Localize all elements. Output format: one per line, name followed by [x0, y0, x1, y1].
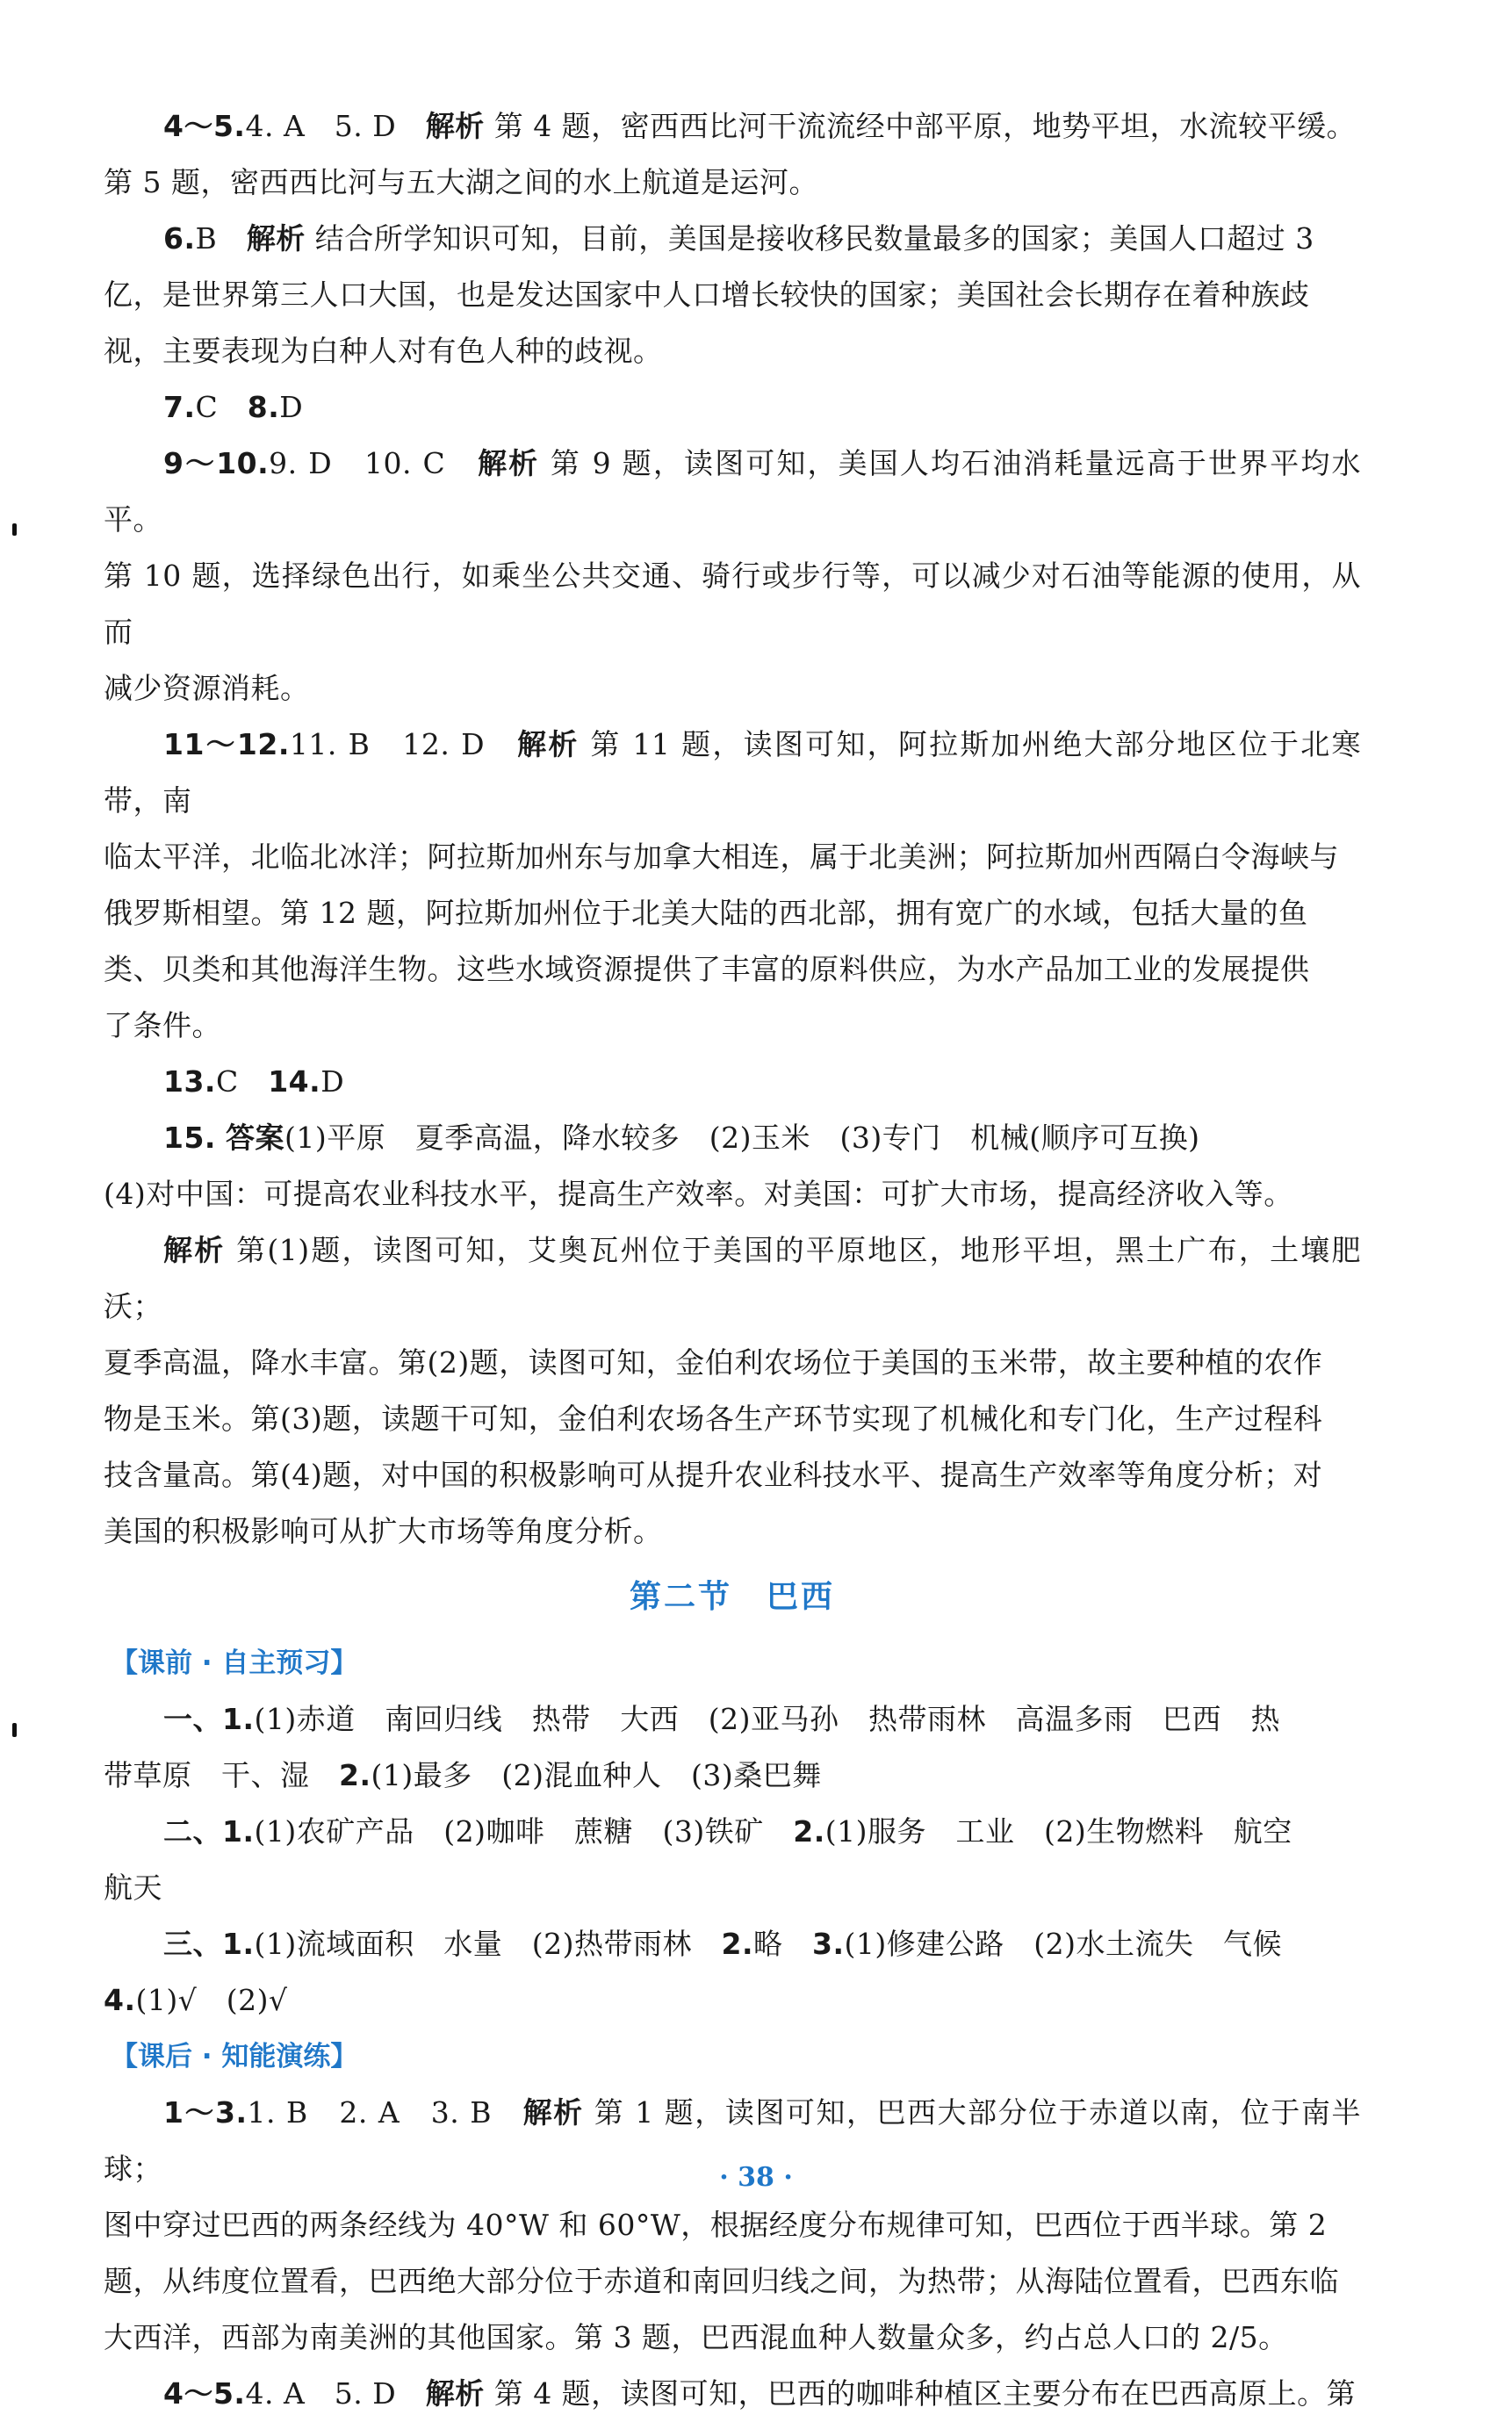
q4-5-answer-cont: 第 5 题，密西西比河与五大湖之间的水上航道是运河。: [104, 165, 818, 199]
margin-mark: [12, 523, 17, 536]
analysis-label: 解析: [425, 2376, 485, 2411]
practice-tag: 【课后 · 知能演练】: [111, 2041, 358, 2072]
preview-tag: 【课前 · 自主预习】: [111, 1647, 358, 1679]
question-number: 一、1.: [163, 1702, 255, 1736]
analysis-label: 解析: [478, 446, 540, 480]
question-number: 4～5.: [163, 2376, 246, 2411]
q15-analysis: 解析 第(1)题，读图可知，艾奥瓦州位于美国的平原地区，地形平坦，黑土广布，土壤肥沃；: [104, 1233, 1362, 1323]
q9-10-answer: 9～10.9. D 10. C 解析 第 9 题，读图可知，美国人均石油消耗量远高于世界平均水平。: [104, 446, 1362, 537]
question-number: 13.: [163, 1064, 216, 1099]
practice-q4-5: 4～5.4. A 5. D 解析 第 4 题，读图可知，巴西的咖啡种植区主要分布在巴西高原上。第: [163, 2376, 1357, 2411]
question-number: 3.: [812, 1927, 845, 1961]
answer-label: 答案: [225, 1121, 284, 1155]
question-number: 4.: [104, 1983, 136, 2017]
analysis-label: 解析: [425, 109, 485, 143]
question-number: 1～3.: [163, 2095, 248, 2130]
question-number: 9～10.: [163, 446, 270, 480]
question-number: 二、1.: [163, 1814, 255, 1849]
preview-part-3: 三、1.(1)流域面积 水量 (2)热带雨林 2.略 3.(1)修建公路 (2)水土流失 气候: [163, 1927, 1282, 1961]
answer-content: 4～5.4. A 5. D 解析 第 4 题，密西西比河干流流经中部平原，地势平坦，水流较平缓。 第 5 题，密西西比河与五大湖之间的水上航道是运河。 6.B 解析 结合所学知识可知，目前，美国是接收移民数量最多的国家；美国人口超过 3 亿，是世界第三人口大国，也是发达国家中人口增长较快的国家；美国社会长期存在着种族歧 视，主要表现为白种人对有色人种的歧视。 7.C 8.D 9～10.9. D 10. C 解析 第 9 题，读图可知，美国人均石油消耗量远高于世界平均水平。 第 10 题，选择绿色出行，如乘坐公共交通、骑行或步行等，可以减少对石油等能源的使用，从而 减少资源消耗。 11～12.11. B 12. D 解析 第 11 题，读图可知，阿拉斯加州绝大部分地区位于北寒带，南 临太平洋，北临北冰洋；阿拉斯加州东与加拿大相连，属于北美洲；阿拉斯加州西隔白令海峡与 俄罗斯相望。第 12 题，阿拉斯加州位于北美大陆的西北部，拥有宽广的水域，包括大量的鱼 类、贝类和其他海洋生物。这些水域资源提供了丰富的原料供应，为水产品加工业的发展提供 了条件。 13.C 14.D 15. 答案(1)平原 夏季高温，降水较多 (2)玉米 (3)专门 机械(顺序可互换) (4)对中国：可提高农业科技水平，提高生产效率。对美国：可扩大市场，提高经济收入等。 解析 第(1)题，读图可知，艾奥瓦州位于美国的平原地区，地形平坦，黑土广布，土壤肥沃； 夏季高温，降水丰富。第(2)题，读图可知，金伯利农场位于美国的玉米带，故主要种植的农作 物是玉米。第(3)题，读题干可知，金伯利农场各生产环节实现了机械化和专门化，生产过程科 技含量高。第(4)题，对中国的积极影响可从提升农业科技水平、提高生产效率等角度分析；对 美国的积极影响可从扩大市场等角度分析。 第二节 巴西 【课前 · 自主预习】 一、1.(1)赤道 南回归线 热带 大西 (2)亚马孙 热带雨林 高温多雨 巴西 热 带草原 干、湿 2.(1)最多 (2)混血种人 (3)桑巴舞 二、1.(1)农矿产品 (2)咖啡 蔗糖 (3)铁矿 2.(1)服务 工业 (2)生物燃料 航空 航天 三、1.(1)流域面积 水量 (2)热带雨林 2.略 3.(1)修建公路 (2)水土流失 气候 4.(1)√ (2)√ 【课后 · 知能演练】 1～3.1. B 2. A 3. B 解析 第 1 题，读图可知，巴西大部分位于赤道以南，位于南半球； 图中穿过巴西的两条经线为 40°W 和 60°W，根据经度分布规律可知，巴西位于西半球。第 2 题，从纬度位置看，巴西绝大部分位于赤道和南回归线之间，为热带；从海陆位置看，巴西东临 大西洋，西部为南美洲的其他国家。第 3 题，巴西混血种人数量众多，约占总人口的 2/5。 4～5.4. A 5. D 解析 第 4 题，读图可知，巴西的咖啡种植区主要分布在巴西高原上。第: [104, 98, 1361, 2422]
question-number: 三、1.: [163, 1927, 255, 1961]
q7-8-answer: 7.C 8.D: [163, 390, 304, 424]
question-number: 2.: [721, 1927, 753, 1961]
q11-12-answer: 11～12.11. B 12. D 解析 第 11 题，读图可知，阿拉斯加州绝大部分地区位于北寒带，南: [104, 727, 1362, 818]
practice-q1-3: 1～3.1. B 2. A 3. B 解析 第 1 题，读图可知，巴西大部分位于赤道以南，位于南半球；: [104, 2095, 1362, 2186]
question-number: 11～12.: [163, 727, 290, 761]
question-number: 2.: [339, 1758, 371, 1792]
preview-part-2: 二、1.(1)农矿产品 (2)咖啡 蔗糖 (3)铁矿 2.(1)服务 工业 (2)生物燃料 航空: [163, 1814, 1292, 1849]
q6-answer: 6.B 解析 结合所学知识可知，目前，美国是接收移民数量最多的国家；美国人口超过 3: [163, 221, 1314, 256]
margin-mark: [12, 1723, 17, 1737]
question-number: 8.: [247, 390, 280, 424]
analysis-label: 解析: [163, 1233, 226, 1267]
page-number: · 38 ·: [719, 2162, 793, 2193]
q13-14-answer: 13.C 14.D: [163, 1064, 345, 1099]
question-number: 6.: [163, 221, 196, 256]
preview-part-1: 一、1.(1)赤道 南回归线 热带 大西 (2)亚马孙 热带雨林 高温多雨 巴西 热: [163, 1702, 1280, 1736]
question-number: 7.: [163, 390, 196, 424]
analysis-label: 解析: [522, 2095, 584, 2130]
section-title: 第二节 巴西: [629, 1579, 835, 1615]
question-number: 14.: [268, 1064, 321, 1099]
question-number: 2.: [793, 1814, 825, 1849]
analysis-label: 解析: [517, 727, 580, 761]
analysis-label: 解析: [246, 221, 306, 256]
q4-5-answer: 4～5.4. A 5. D 解析 第 4 题，密西西比河干流流经中部平原，地势平坦，水流较平缓。: [163, 109, 1357, 143]
q15-answer: 15. 答案(1)平原 夏季高温，降水较多 (2)玉米 (3)专门 机械(顺序可互换): [163, 1121, 1200, 1155]
question-number: 4～5.: [163, 109, 246, 143]
question-number: 15.: [163, 1121, 216, 1155]
